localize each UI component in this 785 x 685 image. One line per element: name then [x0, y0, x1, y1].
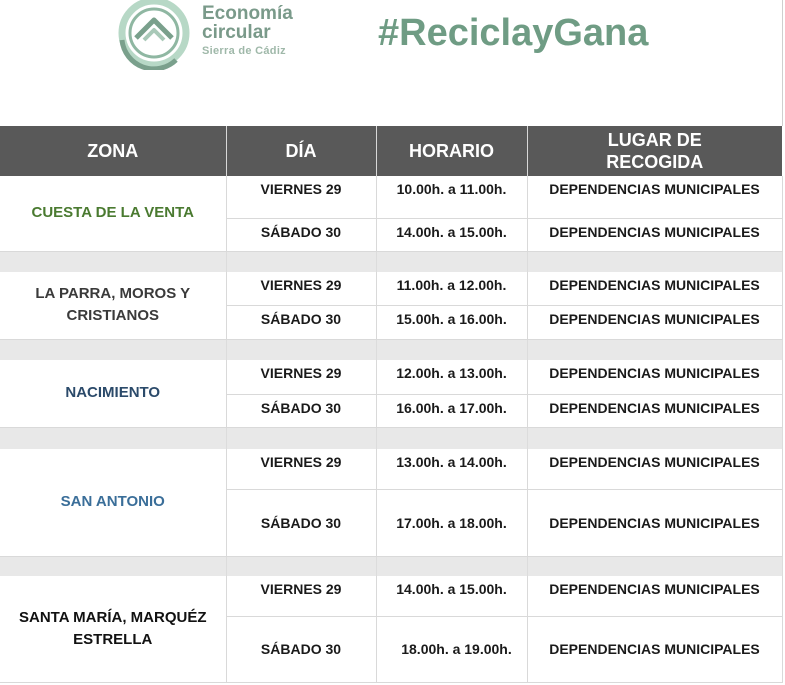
table-row [0, 449, 782, 489]
dia-cell: SÁBADO 30 [226, 616, 376, 682]
table-row [0, 176, 782, 218]
header-lugar [527, 126, 782, 176]
zone-name-line2: ESTRELLA [73, 630, 153, 648]
horario-cell: 15.00h. a 16.00h. [376, 305, 527, 339]
brand-title-line2: circular [202, 22, 271, 43]
brand-logo [116, 0, 316, 70]
dia-cell: SÁBADO 30 [226, 218, 376, 251]
header-dia: DÍA [226, 126, 376, 176]
zone-name-line2: CRISTIANOS [66, 307, 159, 325]
zone-name-line1: LA PARRA, MOROS Y [35, 285, 191, 303]
lugar-cell: DEPENDENCIAS MUNICIPALES [527, 305, 782, 339]
zone-san-antonio: SAN ANTONIO [0, 449, 226, 556]
lugar-cell: DEPENDENCIAS MUNICIPALES [527, 218, 782, 251]
lugar-cell: DEPENDENCIAS MUNICIPALES [527, 176, 782, 218]
horario-cell: 18.00h. a 19.00h. [376, 616, 527, 682]
separator-row [0, 251, 782, 272]
horario-cell: 13.00h. a 14.00h. [376, 449, 527, 489]
hashtag-title: #ReciclayGana [378, 12, 649, 54]
separator-row [0, 556, 782, 576]
schedule-table [0, 126, 783, 683]
header-zona: ZONA [0, 126, 226, 176]
dia-cell: VIERNES 29 [226, 360, 376, 394]
dia-cell: VIERNES 29 [226, 272, 376, 305]
dia-cell: SÁBADO 30 [226, 305, 376, 339]
zone-santa-maria [0, 576, 226, 682]
zone-nacimiento: NACIMIENTO [0, 360, 226, 427]
page-header [0, 0, 785, 126]
header-horario: HORARIO [376, 126, 527, 176]
dia-cell: VIERNES 29 [226, 449, 376, 489]
horario-cell: 10.00h. a 11.00h. [376, 176, 527, 218]
table-row [0, 272, 782, 305]
circular-house-icon [116, 0, 194, 70]
header-lugar-line2: RECOGIDA [606, 152, 704, 172]
horario-cell: 14.00h. a 15.00h. [376, 576, 527, 616]
zone-la-parra [0, 272, 226, 339]
separator-row [0, 339, 782, 360]
horario-cell: 17.00h. a 18.00h. [376, 489, 527, 556]
header-lugar-line1: LUGAR DE [607, 130, 702, 150]
dia-cell: VIERNES 29 [226, 176, 376, 218]
dia-cell: SÁBADO 30 [226, 489, 376, 556]
table-header-row [0, 126, 782, 176]
lugar-cell: DEPENDENCIAS MUNICIPALES [527, 394, 782, 427]
zone-cuesta-de-la-venta: CUESTA DE LA VENTA [0, 176, 226, 251]
lugar-cell: DEPENDENCIAS MUNICIPALES [527, 576, 782, 616]
table-row [0, 360, 782, 394]
horario-cell: 11.00h. a 12.00h. [376, 272, 527, 305]
dia-cell: VIERNES 29 [226, 576, 376, 616]
horario-cell: 14.00h. a 15.00h. [376, 218, 527, 251]
table-row [0, 576, 782, 616]
brand-title-line1: Economía [202, 3, 293, 24]
horario-cell: 12.00h. a 13.00h. [376, 360, 527, 394]
brand-subtitle: Sierra de Cádiz [202, 45, 286, 57]
divider [782, 0, 783, 126]
lugar-cell: DEPENDENCIAS MUNICIPALES [527, 360, 782, 394]
lugar-cell: DEPENDENCIAS MUNICIPALES [527, 616, 782, 682]
dia-cell: SÁBADO 30 [226, 394, 376, 427]
lugar-cell: DEPENDENCIAS MUNICIPALES [527, 272, 782, 305]
separator-row [0, 427, 782, 449]
zone-name-line1: SANTA MARÍA, MARQUÉZ [19, 608, 207, 626]
horario-cell: 16.00h. a 17.00h. [376, 394, 527, 427]
lugar-cell: DEPENDENCIAS MUNICIPALES [527, 489, 782, 556]
lugar-cell: DEPENDENCIAS MUNICIPALES [527, 449, 782, 489]
